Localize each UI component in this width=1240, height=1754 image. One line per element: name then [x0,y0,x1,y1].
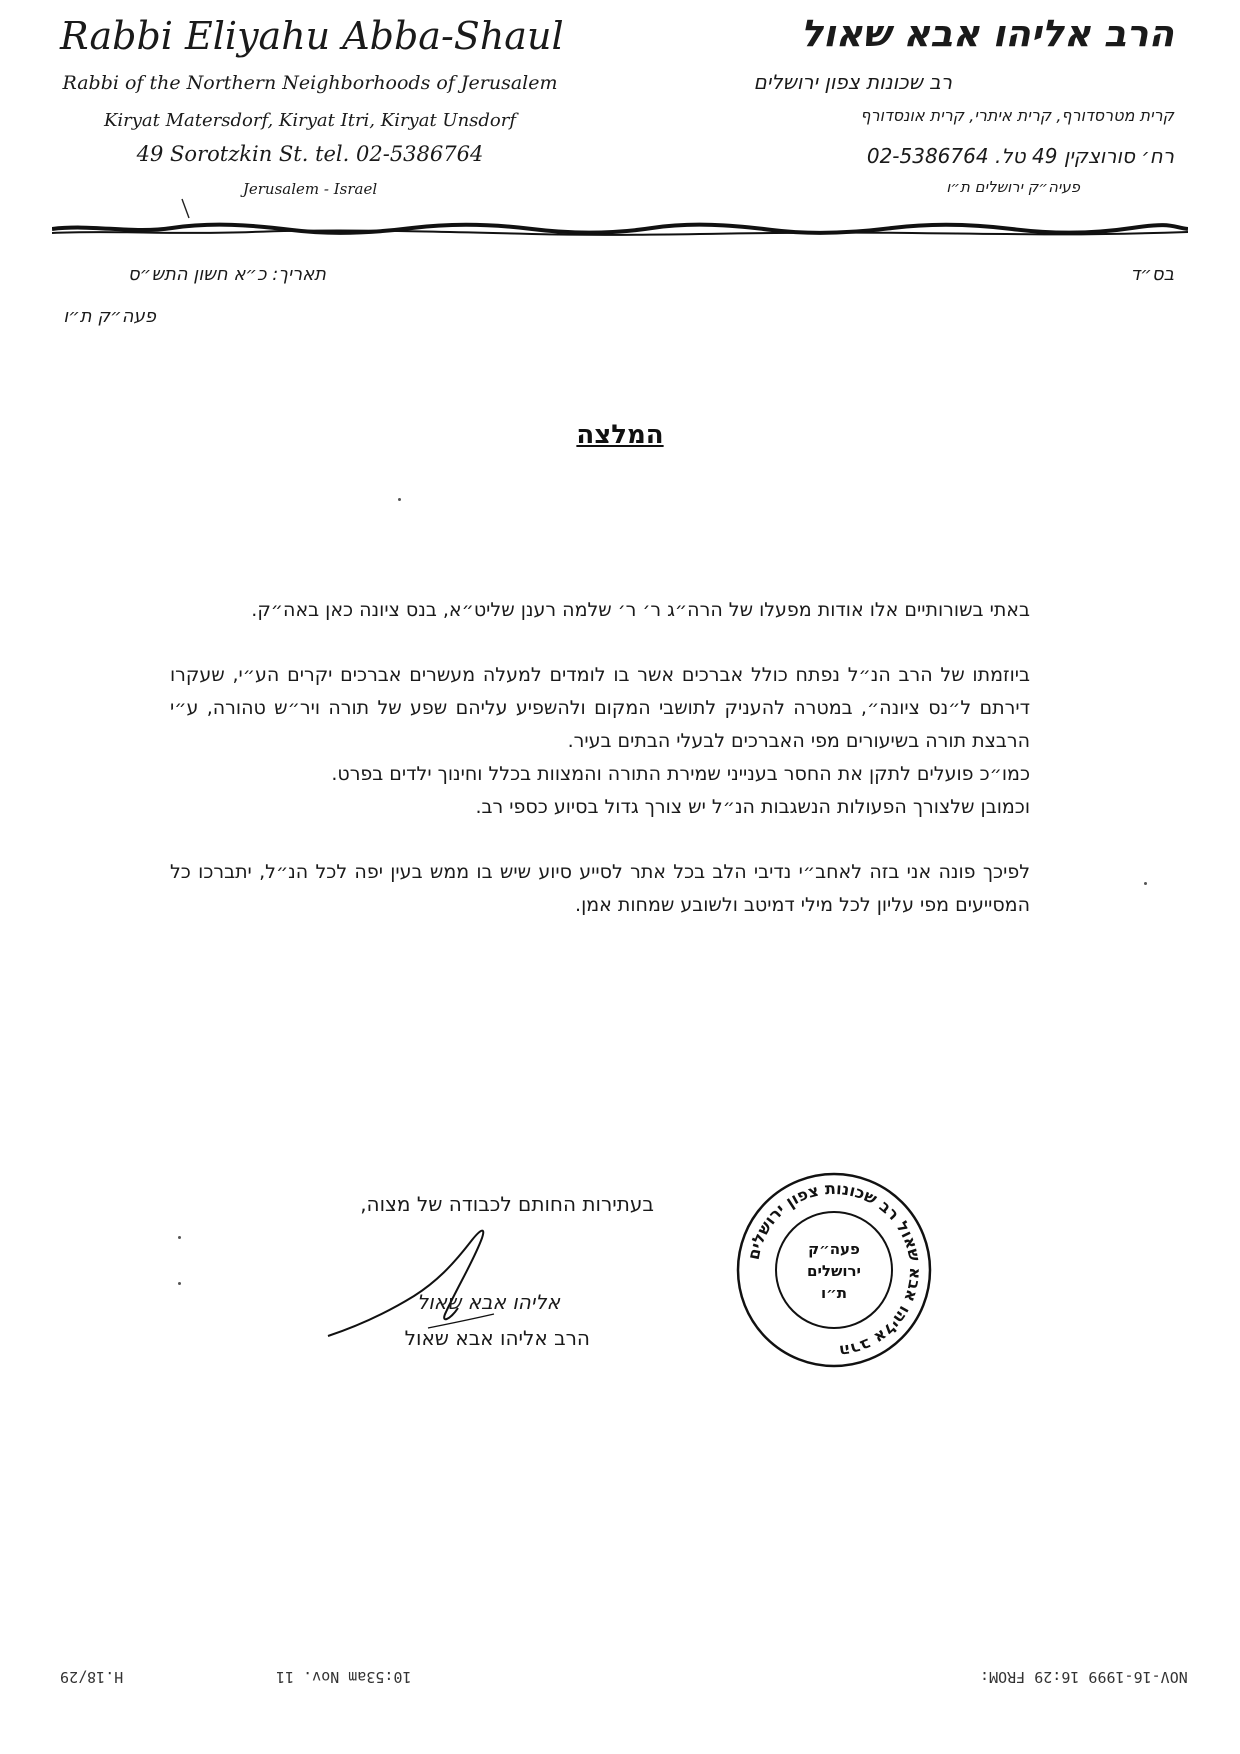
stamp-center-line-1: פעה״ק [808,1240,860,1258]
scan-speck [178,1236,181,1239]
rabbinical-stamp [734,1170,934,1370]
letterhead-english-neighborhoods: Kiryat Matersdorf, Kiryat Itri, Kiryat Unsdorf [103,110,517,131]
closing-line: בעתירות החותם לכבודה של מצוה, [360,1192,654,1216]
body-paragraph-1: באתי בשורותיים אלו אודות מפעלו של הרה״ג ר׳ ר׳ שלמה רענן שליט״א, בנס ציונה כאן באה״ק. [251,599,1030,621]
body-paragraph-4: וכמובן שלצורך הפעולות הנשגבות הנ״ל יש צורך גדול בסיוע כספי רב. [475,796,1030,818]
letterhead-english-name: Rabbi Eliyahu Abba-Shaul [60,14,564,58]
letterhead-hebrew-name: הרב אליהו אבא שאול [800,12,1174,55]
signature-handwritten-text: אליהו אבא שאול [416,1290,560,1314]
scan-speck [1144,882,1147,885]
fax-footer-time: 10:53am Nov. 11 [276,1668,412,1686]
letter-subject: המלצה [576,420,664,450]
letter-date: תאריך: כ״א חשון התש״ס [127,264,326,285]
stamp-center-line-2: ירושלים [807,1262,861,1280]
scan-stroke-mark [180,198,192,220]
letterhead-divider [52,222,1188,238]
stamp-center-line-3: ת״ו [820,1284,848,1302]
letterhead-hebrew-address: רח׳ סורוצקין 49 טל. 02-5386764 [866,144,1174,168]
fax-footer-page: H.18/29 [60,1668,124,1686]
letterhead-hebrew-title: רב שכונות צפון ירושלים [753,70,952,94]
stamp-ring-text: הרב אליהו אבא שאול רב שכונות צפון ירושלים [743,1178,926,1361]
body-paragraph-3: כמו״כ פועלים לתקן את החסר בענייני שמירת התורה והמצוות בכלל וחינוך ילדים בפרט. [331,763,1030,785]
letter-body [170,594,1030,922]
scan-speck [398,498,401,501]
fax-footer-header: NOV-16-1999 16:29 FROM: [980,1668,1188,1686]
letterhead-english-city: Jerusalem - Israel [242,180,378,198]
letterhead-hebrew-neighborhoods: קרית מטרסדורף, קרית איתרי, קרית אונסדורף [860,106,1174,125]
body-paragraph-5: לפיכך פונה אני בזה לאחב״י נדיבי הלב בכל אתר לסייע סיוע שיש בו ממש בעין יפה לכל הנ״ל, יתברכו כל המסייעים מפי עליון לכל מילי דמיטב ולשובע שמחות אמן. [170,861,1030,916]
body-paragraph-2: ביוזמתו של הרב הנ״ל נפתח כולל אברכים אשר בו לומדים למעלה מעשרים אברכים יקרים הע״י, שעקרו דירתם ל״נס ציונה״, במטרה להעניק לתושבי המקום ולהשפיע עליהם שפע של תורה ויר״ש טהורה, ע״י הרבצת תורה בשיעורים מפי האברכים לבעלי הבתים בעיר. [170,664,1030,752]
letterhead-hebrew-city: פעיה״ק ירושלים ת״ו [946,178,1080,196]
scan-speck [178,1282,181,1285]
bsd-mark: בס״ד [1130,264,1174,285]
letterhead-english-address: 49 Sorotzkin St. tel. 02-5386764 [136,142,484,166]
letter-date-place: פעה״ק ת״ו [63,306,156,327]
letterhead-english-title: Rabbi of the Northern Neighborhoods of Jerusalem [62,72,558,94]
signature-printed-name: הרב אליהו אבא שאול [404,1326,590,1350]
